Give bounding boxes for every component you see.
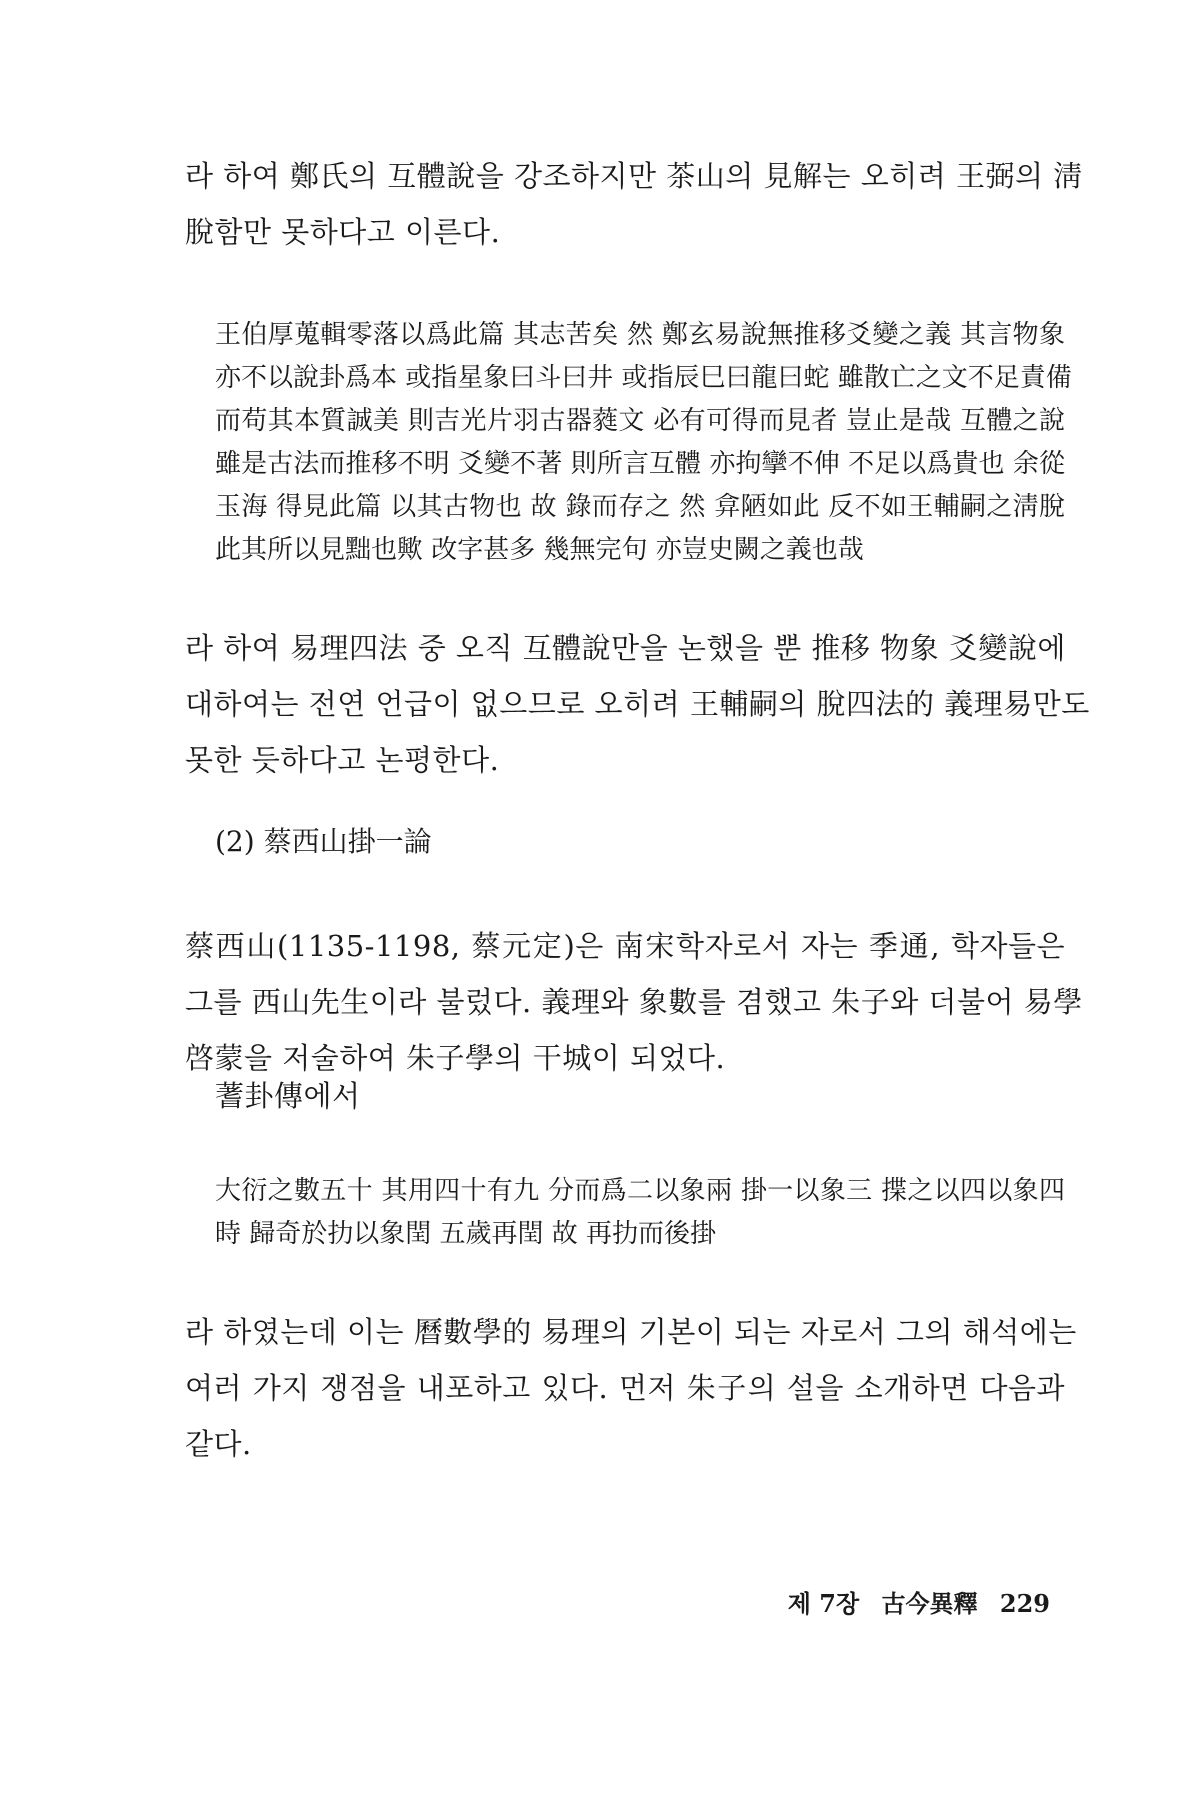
paragraph-line: 못한 듯하다고 논평한다. [185,743,500,777]
paragraph-line: 蓍卦傳에서 [215,1079,361,1113]
quotation-line: 雖是古法而推移不明 爻變不著 則所言互體 亦拘攣不伸 不足以爲貴也 余從 [215,449,1065,479]
paragraph-line: 라 하여 易理四法 중 오직 互體說만을 논했을 뿐 推移 物象 爻變說에 [185,631,1066,665]
chapter-label: 제 7장 [787,1589,860,1618]
quotation-line: 王伯厚蒐輯零落以爲此篇 其志苦矣 然 鄭玄易說無推移爻變之義 其言物象 [215,320,1065,350]
quotation-block-2 [215,1170,1065,1256]
paragraph-line: 脫함만 못하다고 이른다. [185,215,501,249]
quotation-line: 大衍之數五十 其用四十有九 分而爲二以象兩 掛一以象三 揲之以四以象四 [215,1176,1065,1206]
quotation-line: 玉海 得見此篇 以其古物也 故 錄而存之 然 弇陋如此 反不如王輔嗣之淸脫 [215,492,1065,522]
quotation-line: 而苟其本質誠美 則吉光片羽古器蕤文 必有可得而見者 豈止是哉 互體之說 [215,406,1065,436]
paragraph-line: 啓蒙을 저술하여 朱子學의 干城이 되었다. [185,1041,726,1075]
quotation-line: 時 歸奇於扐以象閏 五歲再閏 故 再扐而後掛 [215,1219,717,1249]
quotation-line: 亦不以說卦爲本 或指星象曰斗曰井 或指辰巳曰龍曰蛇 雖散亡之文不足責備 [215,363,1072,393]
paragraph-line: 대하여는 전연 언급이 없으므로 오히려 王輔嗣의 脫四法的 義理易만도 [185,687,1090,721]
running-footer [788,1586,1050,1622]
quotation-line: 此其所以見黜也歟 改字甚多 幾無完句 亦豈史闕之義也哉 [215,535,864,565]
paragraph-4 [185,1304,1077,1472]
paragraph-1 [185,148,1083,260]
chapter-title: 古今異釋 [881,1589,978,1618]
paragraph-line: 그를 西山先生이라 불렀다. 義理와 象數를 겸했고 朱子와 더불어 易學 [185,985,1083,1019]
quotation-block-1 [215,314,1072,572]
paragraph-line: 여러 가지 쟁점을 내포하고 있다. 먼저 朱子의 설을 소개하면 다음과 [185,1371,1065,1405]
paragraph-line: 라 하여 鄭氏의 互體說을 강조하지만 茶山의 見解는 오히려 王弼의 淸 [185,159,1083,193]
paragraph-3 [185,918,1083,1086]
section-heading: (2) 蔡西山掛一論 [215,825,432,858]
paragraph-line: 라 하였는데 이는 曆數學的 易理의 기본이 되는 자로서 그의 해석에는 [185,1315,1077,1349]
page-number: 229 [999,1589,1050,1618]
paragraph-line: 蔡西山(1135-1198, 蔡元定)은 南宋학자로서 자는 季通, 학자들은 [185,929,1065,963]
paragraph-3-continuation [215,1068,1065,1124]
paragraph-line: 같다. [185,1427,252,1461]
paragraph-2 [185,620,1090,788]
